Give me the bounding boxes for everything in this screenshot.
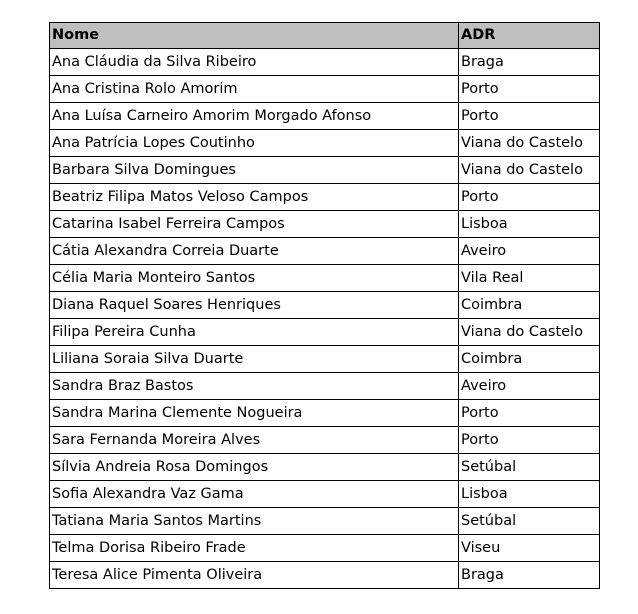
names-table-container	[49, 22, 600, 589]
cell-adr: Viana do Castelo	[459, 130, 600, 157]
cell-nome: Sandra Braz Bastos	[50, 373, 459, 400]
table-row	[50, 562, 600, 589]
table-row	[50, 319, 600, 346]
cell-adr: Porto	[459, 184, 600, 211]
cell-nome: Célia Maria Monteiro Santos	[50, 265, 459, 292]
cell-nome: Diana Raquel Soares Henriques	[50, 292, 459, 319]
cell-nome: Tatiana Maria Santos Martins	[50, 508, 459, 535]
cell-nome: Ana Patrícia Lopes Coutinho	[50, 130, 459, 157]
cell-nome: Teresa Alice Pimenta Oliveira	[50, 562, 459, 589]
cell-adr: Aveiro	[459, 238, 600, 265]
table-row	[50, 481, 600, 508]
table-row	[50, 76, 600, 103]
cell-adr: Porto	[459, 427, 600, 454]
cell-adr: Braga	[459, 49, 600, 76]
cell-adr: Coimbra	[459, 292, 600, 319]
table-row	[50, 184, 600, 211]
table-row	[50, 427, 600, 454]
table-row	[50, 238, 600, 265]
table-row	[50, 103, 600, 130]
cell-adr: Porto	[459, 103, 600, 130]
table-row	[50, 535, 600, 562]
table-header-row	[50, 23, 600, 49]
cell-nome: Catarina Isabel Ferreira Campos	[50, 211, 459, 238]
table-row	[50, 211, 600, 238]
cell-nome: Liliana Soraia Silva Duarte	[50, 346, 459, 373]
cell-adr: Coimbra	[459, 346, 600, 373]
table-row	[50, 373, 600, 400]
table-row	[50, 157, 600, 184]
cell-adr: Setúbal	[459, 508, 600, 535]
table-row	[50, 292, 600, 319]
cell-adr: Lisboa	[459, 481, 600, 508]
cell-nome: Ana Luísa Carneiro Amorim Morgado Afonso	[50, 103, 459, 130]
cell-adr: Vila Real	[459, 265, 600, 292]
cell-nome: Barbara Silva Domingues	[50, 157, 459, 184]
cell-nome: Sofia Alexandra Vaz Gama	[50, 481, 459, 508]
cell-adr: Porto	[459, 76, 600, 103]
cell-nome: Telma Dorisa Ribeiro Frade	[50, 535, 459, 562]
cell-nome: Sandra Marina Clemente Nogueira	[50, 400, 459, 427]
cell-nome: Sílvia Andreia Rosa Domingos	[50, 454, 459, 481]
column-header-nome: Nome	[50, 23, 459, 49]
cell-adr: Viseu	[459, 535, 600, 562]
cell-nome: Ana Cristina Rolo Amorim	[50, 76, 459, 103]
cell-nome: Beatriz Filipa Matos Veloso Campos	[50, 184, 459, 211]
cell-nome: Filipa Pereira Cunha	[50, 319, 459, 346]
table-row	[50, 454, 600, 481]
column-header-adr: ADR	[459, 23, 600, 49]
table-row	[50, 265, 600, 292]
cell-adr: Viana do Castelo	[459, 319, 600, 346]
cell-nome: Sara Fernanda Moreira Alves	[50, 427, 459, 454]
cell-nome: Ana Cláudia da Silva Ribeiro	[50, 49, 459, 76]
cell-adr: Porto	[459, 400, 600, 427]
table-row	[50, 49, 600, 76]
cell-adr: Setúbal	[459, 454, 600, 481]
cell-nome: Cátia Alexandra Correia Duarte	[50, 238, 459, 265]
cell-adr: Braga	[459, 562, 600, 589]
cell-adr: Aveiro	[459, 373, 600, 400]
table-row	[50, 400, 600, 427]
cell-adr: Lisboa	[459, 211, 600, 238]
table-row	[50, 346, 600, 373]
cell-adr: Viana do Castelo	[459, 157, 600, 184]
table-row	[50, 130, 600, 157]
table-row	[50, 508, 600, 535]
names-table	[49, 22, 600, 589]
